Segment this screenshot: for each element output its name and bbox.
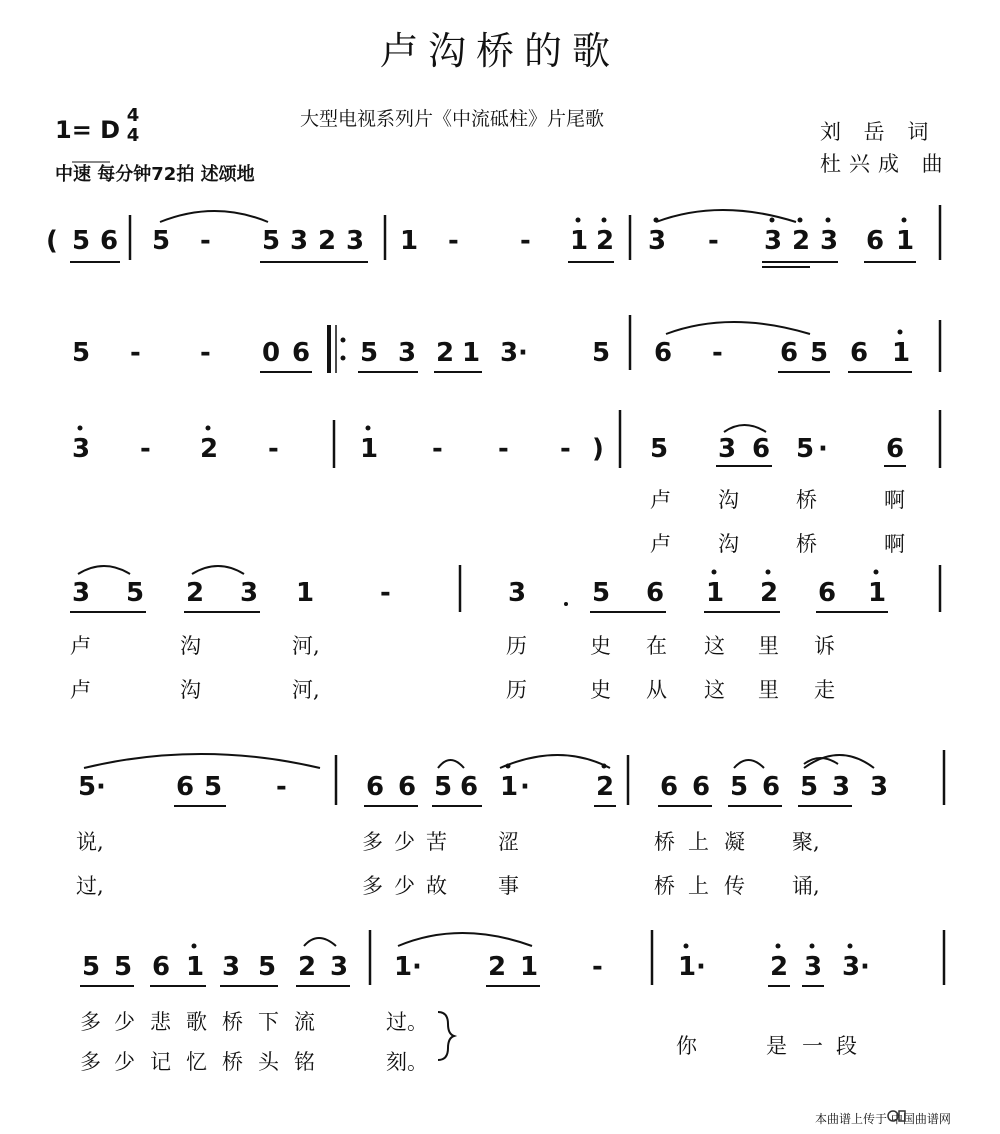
note: 6 [176, 772, 195, 802]
lyric: 走 [814, 678, 835, 702]
note: 1 [360, 434, 379, 464]
lyric: 河, [292, 678, 320, 702]
note: 3 [500, 338, 519, 368]
dot: · [696, 952, 706, 982]
lyric: 是 [766, 1034, 787, 1058]
note: - [560, 434, 571, 464]
note: 5 [592, 338, 611, 368]
lyric: 史 [590, 678, 611, 702]
note: 6 [646, 578, 665, 608]
time-signature-top: 4 [126, 105, 140, 126]
lyric: 沟 [718, 532, 739, 556]
note: - [592, 952, 603, 982]
lyric: 啊 [884, 532, 905, 556]
lyric: 多 [80, 1050, 101, 1074]
note: 1 [394, 952, 413, 982]
note: 1 [570, 226, 589, 256]
composer-credit: 杜兴成 曲 [820, 152, 951, 176]
lyric: 啊 [884, 488, 905, 512]
lyric: 卢 [70, 634, 91, 658]
note: 3 [804, 952, 823, 982]
note: 1 [520, 952, 539, 982]
note: 5 [262, 226, 281, 256]
lyric: 在 [646, 634, 667, 658]
lyric: 过。 [386, 1010, 428, 1034]
note: 6 [762, 772, 781, 802]
lyric: 历 [506, 634, 527, 658]
note: 5 [730, 772, 749, 802]
lyrics-brace [438, 1012, 454, 1060]
lyric: 一 [802, 1034, 823, 1058]
repeat-sign [327, 325, 346, 373]
note: 5 [152, 226, 171, 256]
lyric: 涩 [498, 830, 519, 854]
lyric: 下 [258, 1010, 279, 1034]
note: - [276, 772, 287, 802]
note: 5 [72, 226, 91, 256]
lyric: 上 [688, 874, 709, 898]
note: 3 [842, 952, 861, 982]
note: 3 [346, 226, 365, 256]
time-signature-bottom: 4 [126, 125, 140, 146]
lyric: 多 [362, 874, 383, 898]
note: 6 [850, 338, 869, 368]
lyric: 聚, [792, 830, 820, 854]
lyric: 凝 [724, 830, 745, 854]
note: 3 [222, 952, 241, 982]
lyric: 说, [76, 830, 104, 854]
lyric: 诉 [814, 634, 835, 658]
lyric: 桥 [654, 874, 675, 898]
note: 1 [186, 952, 205, 982]
note: 5 [258, 952, 277, 982]
note: 5 [800, 772, 819, 802]
dot: · [520, 772, 530, 802]
note: 3 [820, 226, 839, 256]
note: 2 [770, 952, 789, 982]
dot: · [96, 772, 106, 802]
lyric: 忆 [186, 1050, 207, 1074]
note: 3 [72, 434, 91, 464]
lyric: 悲 [150, 1010, 171, 1034]
note: - [498, 434, 509, 464]
note: 5 [114, 952, 133, 982]
note: 6 [886, 434, 905, 464]
note: 6 [780, 338, 799, 368]
note: - [200, 226, 211, 256]
subtitle: 大型电视系列片《中流砥柱》片尾歌 [300, 108, 605, 130]
lyric: 河, [292, 634, 320, 658]
note: 3 [290, 226, 309, 256]
note: 3 [718, 434, 737, 464]
lyric: 桥 [796, 532, 817, 556]
note: 5 [78, 772, 97, 802]
note: 5 [592, 578, 611, 608]
note: 2 [596, 772, 615, 802]
lyric: 这 [704, 678, 725, 702]
lyric: 诵, [792, 874, 820, 898]
lyric: 沟 [180, 634, 201, 658]
note: 3 [832, 772, 851, 802]
note: 6 [866, 226, 885, 256]
note: 5 [796, 434, 815, 464]
footer-source: 本曲谱上传于 中国曲谱网 [815, 1112, 951, 1126]
note: - [268, 434, 279, 464]
note: 2 [488, 952, 507, 982]
note: 2 [298, 952, 317, 982]
note: - [140, 434, 151, 464]
note: 1 [678, 952, 697, 982]
note: 2 [792, 226, 811, 256]
lyric: 少 [394, 830, 415, 854]
note: 6 [752, 434, 771, 464]
key-signature: 1= D [55, 116, 121, 144]
note: 2 [186, 578, 205, 608]
lyric: 卢 [650, 488, 671, 512]
lyric: 沟 [718, 488, 739, 512]
note: 0 [262, 338, 281, 368]
lyric: 流 [294, 1010, 315, 1034]
lyric: 多 [80, 1010, 101, 1034]
note: 6 [660, 772, 679, 802]
lyric: 铭 [294, 1050, 315, 1074]
lyric: 上 [688, 830, 709, 854]
note: - [380, 578, 391, 608]
note: 5 [126, 578, 145, 608]
lyric: 事 [498, 874, 519, 898]
note: 3 [398, 338, 417, 368]
dot: · [412, 952, 422, 982]
dot: · [860, 952, 870, 982]
lyric: 这 [704, 634, 725, 658]
lyric: 段 [836, 1034, 857, 1058]
note: 6 [152, 952, 171, 982]
note: ) [592, 434, 604, 464]
lyric: 传 [724, 874, 745, 898]
lyric: 多 [362, 830, 383, 854]
note: - [708, 226, 719, 256]
note: 2 [436, 338, 455, 368]
lyric: 头 [258, 1050, 279, 1074]
lyric: 歌 [186, 1010, 207, 1034]
note: 3 [870, 772, 889, 802]
site-logo-icon [888, 1111, 905, 1121]
lyric: 故 [426, 874, 447, 898]
note: 2 [760, 578, 779, 608]
lyric: 从 [646, 678, 667, 702]
note: 6 [692, 772, 711, 802]
lyric: 刻。 [386, 1050, 428, 1074]
note: 6 [460, 772, 479, 802]
note: 5 [72, 338, 91, 368]
note: 1 [706, 578, 725, 608]
lyric: 桥 [222, 1050, 243, 1074]
note: - [200, 338, 211, 368]
note: 2 [200, 434, 219, 464]
dot: · [518, 338, 528, 368]
lyric: 你 [676, 1034, 697, 1058]
note: 1 [296, 578, 315, 608]
lyric: 桥 [222, 1010, 243, 1034]
note: 3 [330, 952, 349, 982]
note: 5 [810, 338, 829, 368]
note: 2 [596, 226, 615, 256]
note: 1 [500, 772, 519, 802]
lyric: 少 [114, 1050, 135, 1074]
dot: · [818, 434, 828, 464]
lyric: 少 [394, 874, 415, 898]
lyricist-credit: 刘 岳 词 [820, 120, 937, 144]
tempo-marking: 中速 每分钟72拍 述颂地 [55, 164, 255, 185]
lyric: 沟 [180, 678, 201, 702]
note: ( [46, 226, 58, 256]
note: 5 [434, 772, 453, 802]
lyric: 里 [758, 634, 779, 658]
lyric: 里 [758, 678, 779, 702]
lyric: 历 [506, 678, 527, 702]
note: 5 [204, 772, 223, 802]
note: 6 [818, 578, 837, 608]
lyric: 卢 [650, 532, 671, 556]
note: 1 [868, 578, 887, 608]
note: 6 [366, 772, 385, 802]
note: - [130, 338, 141, 368]
lyric: 少 [114, 1010, 135, 1034]
lyric: 过, [76, 874, 104, 898]
note: 3 [72, 578, 91, 608]
lyric: 桥 [654, 830, 675, 854]
page-title: 卢沟桥的歌 [379, 29, 620, 73]
note: 5 [82, 952, 101, 982]
note: 2 [318, 226, 337, 256]
note: 6 [654, 338, 673, 368]
note: 6 [398, 772, 417, 802]
lyric: 桥 [796, 488, 817, 512]
note: - [432, 434, 443, 464]
note: 3 [508, 578, 527, 608]
note: 5 [360, 338, 379, 368]
note: 3 [764, 226, 783, 256]
lyric: 苦 [426, 830, 447, 854]
note: 5 [650, 434, 669, 464]
note: 3 [240, 578, 259, 608]
note: 1 [892, 338, 911, 368]
note: 6 [292, 338, 311, 368]
note: - [520, 226, 531, 256]
note: 6 [100, 226, 119, 256]
lyric: 史 [590, 634, 611, 658]
lyric: 卢 [70, 678, 91, 702]
note: 1 [400, 226, 419, 256]
note: 1 [896, 226, 915, 256]
note: 1 [462, 338, 481, 368]
note: - [712, 338, 723, 368]
lyric: 记 [150, 1050, 171, 1074]
note: 3 [648, 226, 667, 256]
note: - [448, 226, 459, 256]
